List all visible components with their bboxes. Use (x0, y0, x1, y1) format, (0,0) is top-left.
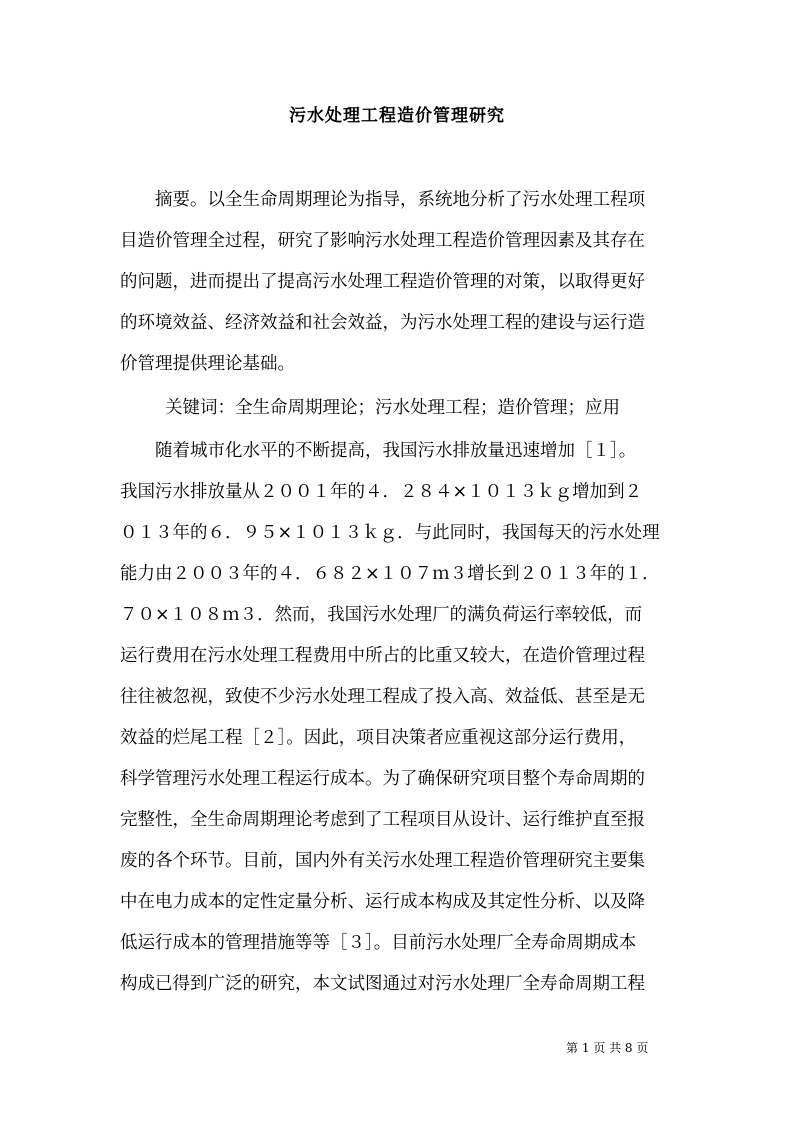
abstract-line-1: 摘要。以全生命周期理论为指导，系统地分析了污水处理工程项 (155, 190, 645, 210)
body-line-1: 随着城市化水平的不断提高，我国污水排放量迅速增加［１］。 (155, 441, 637, 461)
abstract-line-4: 的环境效益、经济效益和社会效益，为污水处理工程的建设与运行造 (120, 313, 645, 333)
body-line-7: 往往被忽视，致使不少污水处理工程成了投入高、效益低、甚至是无 (120, 687, 645, 707)
body-line-5: ７０×１０８ｍ３．然而，我国污水处理厂的满负荷运行率较低，而 (120, 605, 643, 625)
page-number: 第 1 页 共 8 页 (566, 1041, 649, 1055)
body-line-13: 低运行成本的管理措施等等［３］。目前污水处理厂全寿命周期成本 (120, 933, 637, 953)
body-line-11: 废的各个环节。目前，国内外有关污水处理工程造价管理研究主要集 (120, 851, 645, 871)
abstract-line-3: 的问题，进而提出了提高污水处理工程造价管理的对策，以取得更好 (120, 272, 645, 292)
abstract-line-5: 价管理提供理论基础。 (120, 354, 295, 374)
body-line-10: 完整性，全生命周期理论考虑到了工程项目从设计、运行维护直至报 (120, 810, 645, 830)
body-line-9: 科学管理污水处理工程运行成本。为了确保研究项目整个寿命周期的 (120, 769, 645, 789)
body-line-4: 能力由２００３年的４．６８２×１０７ｍ３增长到２０１３年的１． (120, 564, 660, 584)
body-line-8: 效益的烂尾工程［２］。因此，项目决策者应重视这部分运行费用， (120, 728, 637, 748)
body-line-6: 运行费用在污水处理工程费用中所占的比重又较大，在造价管理过程 (120, 646, 645, 666)
body-line-3: ０１３年的６．９５×１０１３ｋｇ．与此同时，我国每天的污水处理 (120, 523, 660, 543)
body-line-2: 我国污水排放量从２００１年的４．２８４×１０１３ｋｇ增加到２ (120, 482, 643, 502)
body-line-12: 中在电力成本的定性定量分析、运行成本构成及其定性分析、以及降 (120, 892, 645, 912)
body-line-14: 构成已得到广泛的研究，本文试图通过对污水处理厂全寿命周期工程 (120, 974, 645, 994)
keywords-line: 关键词：全生命周期理论；污水处理工程；造价管理；应用 (165, 398, 620, 418)
abstract-line-2: 目造价管理全过程，研究了影响污水处理工程造价管理因素及其存在 (120, 231, 645, 251)
document-title: 污水处理工程造价管理研究 (289, 106, 505, 126)
